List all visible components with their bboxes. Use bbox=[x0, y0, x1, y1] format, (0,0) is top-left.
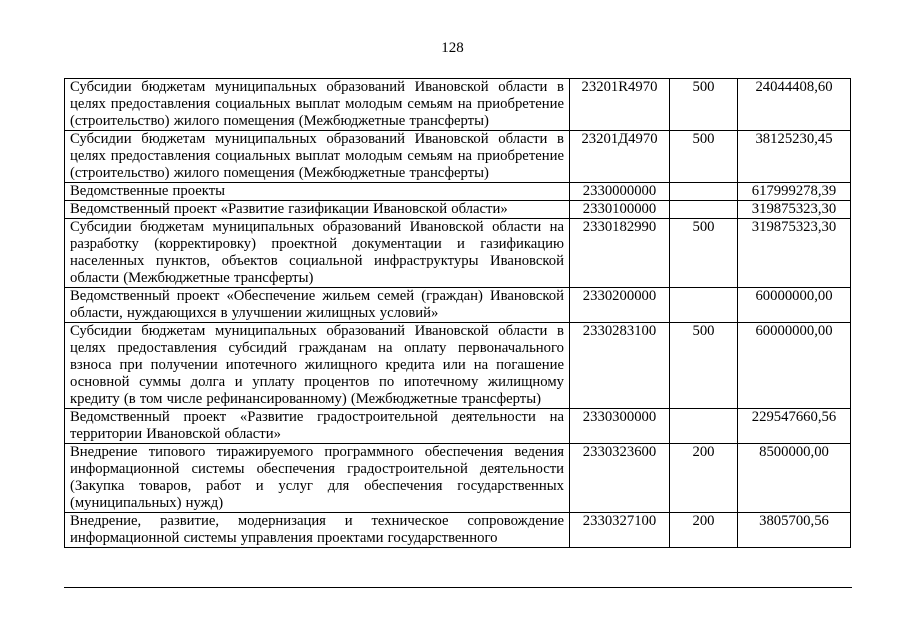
cell-expense-type-code: 500 bbox=[670, 79, 738, 131]
cell-amount: 8500000,00 bbox=[738, 444, 851, 513]
cell-budget-code: 2330100000 bbox=[570, 201, 670, 219]
cell-expense-type-code: 200 bbox=[670, 444, 738, 513]
cell-budget-code: 2330327100 bbox=[570, 513, 670, 548]
cell-expense-type-code: 500 bbox=[670, 219, 738, 288]
table-row bbox=[65, 288, 851, 323]
cell-budget-code: 2330300000 bbox=[570, 409, 670, 444]
cell-amount: 319875323,30 bbox=[738, 219, 851, 288]
cell-program-name: Внедрение типового тиражируемого программного обеспечения ведения информационной системы обеспечения градостроительной деятельности (Закупка товаров, работ и услуг для обеспечения государственных (муниципальных) нужд) bbox=[65, 444, 570, 513]
table-row bbox=[65, 323, 851, 409]
cell-program-name: Ведомственный проект «Развитие градостроительной деятельности на территории Ивановской области» bbox=[65, 409, 570, 444]
cell-expense-type-code: 500 bbox=[670, 131, 738, 183]
budget-table-container bbox=[64, 78, 852, 588]
table-row bbox=[65, 183, 851, 201]
cell-budget-code: 2330182990 bbox=[570, 219, 670, 288]
table-row bbox=[65, 513, 851, 548]
cell-program-name: Субсидии бюджетам муниципальных образований Ивановской области в целях предоставления социальных выплат молодым семьям на приобретение (строительство) жилого помещения (Межбюджетные трансферты) bbox=[65, 79, 570, 131]
cell-budget-code: 23201R4970 bbox=[570, 79, 670, 131]
cell-amount: 60000000,00 bbox=[738, 288, 851, 323]
table-row bbox=[65, 131, 851, 183]
cell-amount: 229547660,56 bbox=[738, 409, 851, 444]
cell-expense-type-code: 500 bbox=[670, 323, 738, 409]
cell-expense-type-code: 200 bbox=[670, 513, 738, 548]
cell-program-name: Ведомственные проекты bbox=[65, 183, 570, 201]
cell-amount: 617999278,39 bbox=[738, 183, 851, 201]
cell-program-name: Ведомственный проект «Обеспечение жильем семей (граждан) Ивановской области, нуждающихся в улучшении жилищных условий» bbox=[65, 288, 570, 323]
cell-program-name: Ведомственный проект «Развитие газификации Ивановской области» bbox=[65, 201, 570, 219]
cell-amount: 24044408,60 bbox=[738, 79, 851, 131]
page-number: 128 bbox=[441, 40, 464, 56]
cell-amount: 38125230,45 bbox=[738, 131, 851, 183]
cell-budget-code: 2330000000 bbox=[570, 183, 670, 201]
table-row bbox=[65, 219, 851, 288]
budget-table bbox=[64, 78, 851, 548]
cell-amount: 3805700,56 bbox=[738, 513, 851, 548]
cell-expense-type-code bbox=[670, 288, 738, 323]
table-row bbox=[65, 201, 851, 219]
cell-budget-code: 2330283100 bbox=[570, 323, 670, 409]
cell-program-name: Внедрение, развитие, модернизация и техническое сопровождение информационной системы управления проектами государственного bbox=[65, 513, 570, 548]
cell-program-name: Субсидии бюджетам муниципальных образований Ивановской области в целях предоставления социальных выплат молодым семьям на приобретение (строительство) жилого помещения (Межбюджетные трансферты) bbox=[65, 131, 570, 183]
cell-amount: 60000000,00 bbox=[738, 323, 851, 409]
cell-expense-type-code bbox=[670, 409, 738, 444]
budget-table-body bbox=[65, 79, 851, 548]
cell-amount: 319875323,30 bbox=[738, 201, 851, 219]
cell-budget-code: 2330323600 bbox=[570, 444, 670, 513]
cell-program-name: Субсидии бюджетам муниципальных образований Ивановской области в целях предоставления субсидий гражданам на оплату первоначального взноса при получении ипотечного жилищного кредита или на погашение основной суммы долга и уплату процентов по ипотечному жилищному кредиту (в том числе рефинансированному) (Межбюджетные трансферты) bbox=[65, 323, 570, 409]
table-row bbox=[65, 409, 851, 444]
table-row bbox=[65, 79, 851, 131]
cell-budget-code: 23201Д4970 bbox=[570, 131, 670, 183]
cell-budget-code: 2330200000 bbox=[570, 288, 670, 323]
cell-expense-type-code bbox=[670, 201, 738, 219]
cell-expense-type-code bbox=[670, 183, 738, 201]
table-row bbox=[65, 444, 851, 513]
cell-program-name: Субсидии бюджетам муниципальных образований Ивановской области на разработку (корректировку) проектной документации и газификацию населенных пунктов, объектов социальной инфраструктуры Ивановской области (Межбюджетные трансферты) bbox=[65, 219, 570, 288]
